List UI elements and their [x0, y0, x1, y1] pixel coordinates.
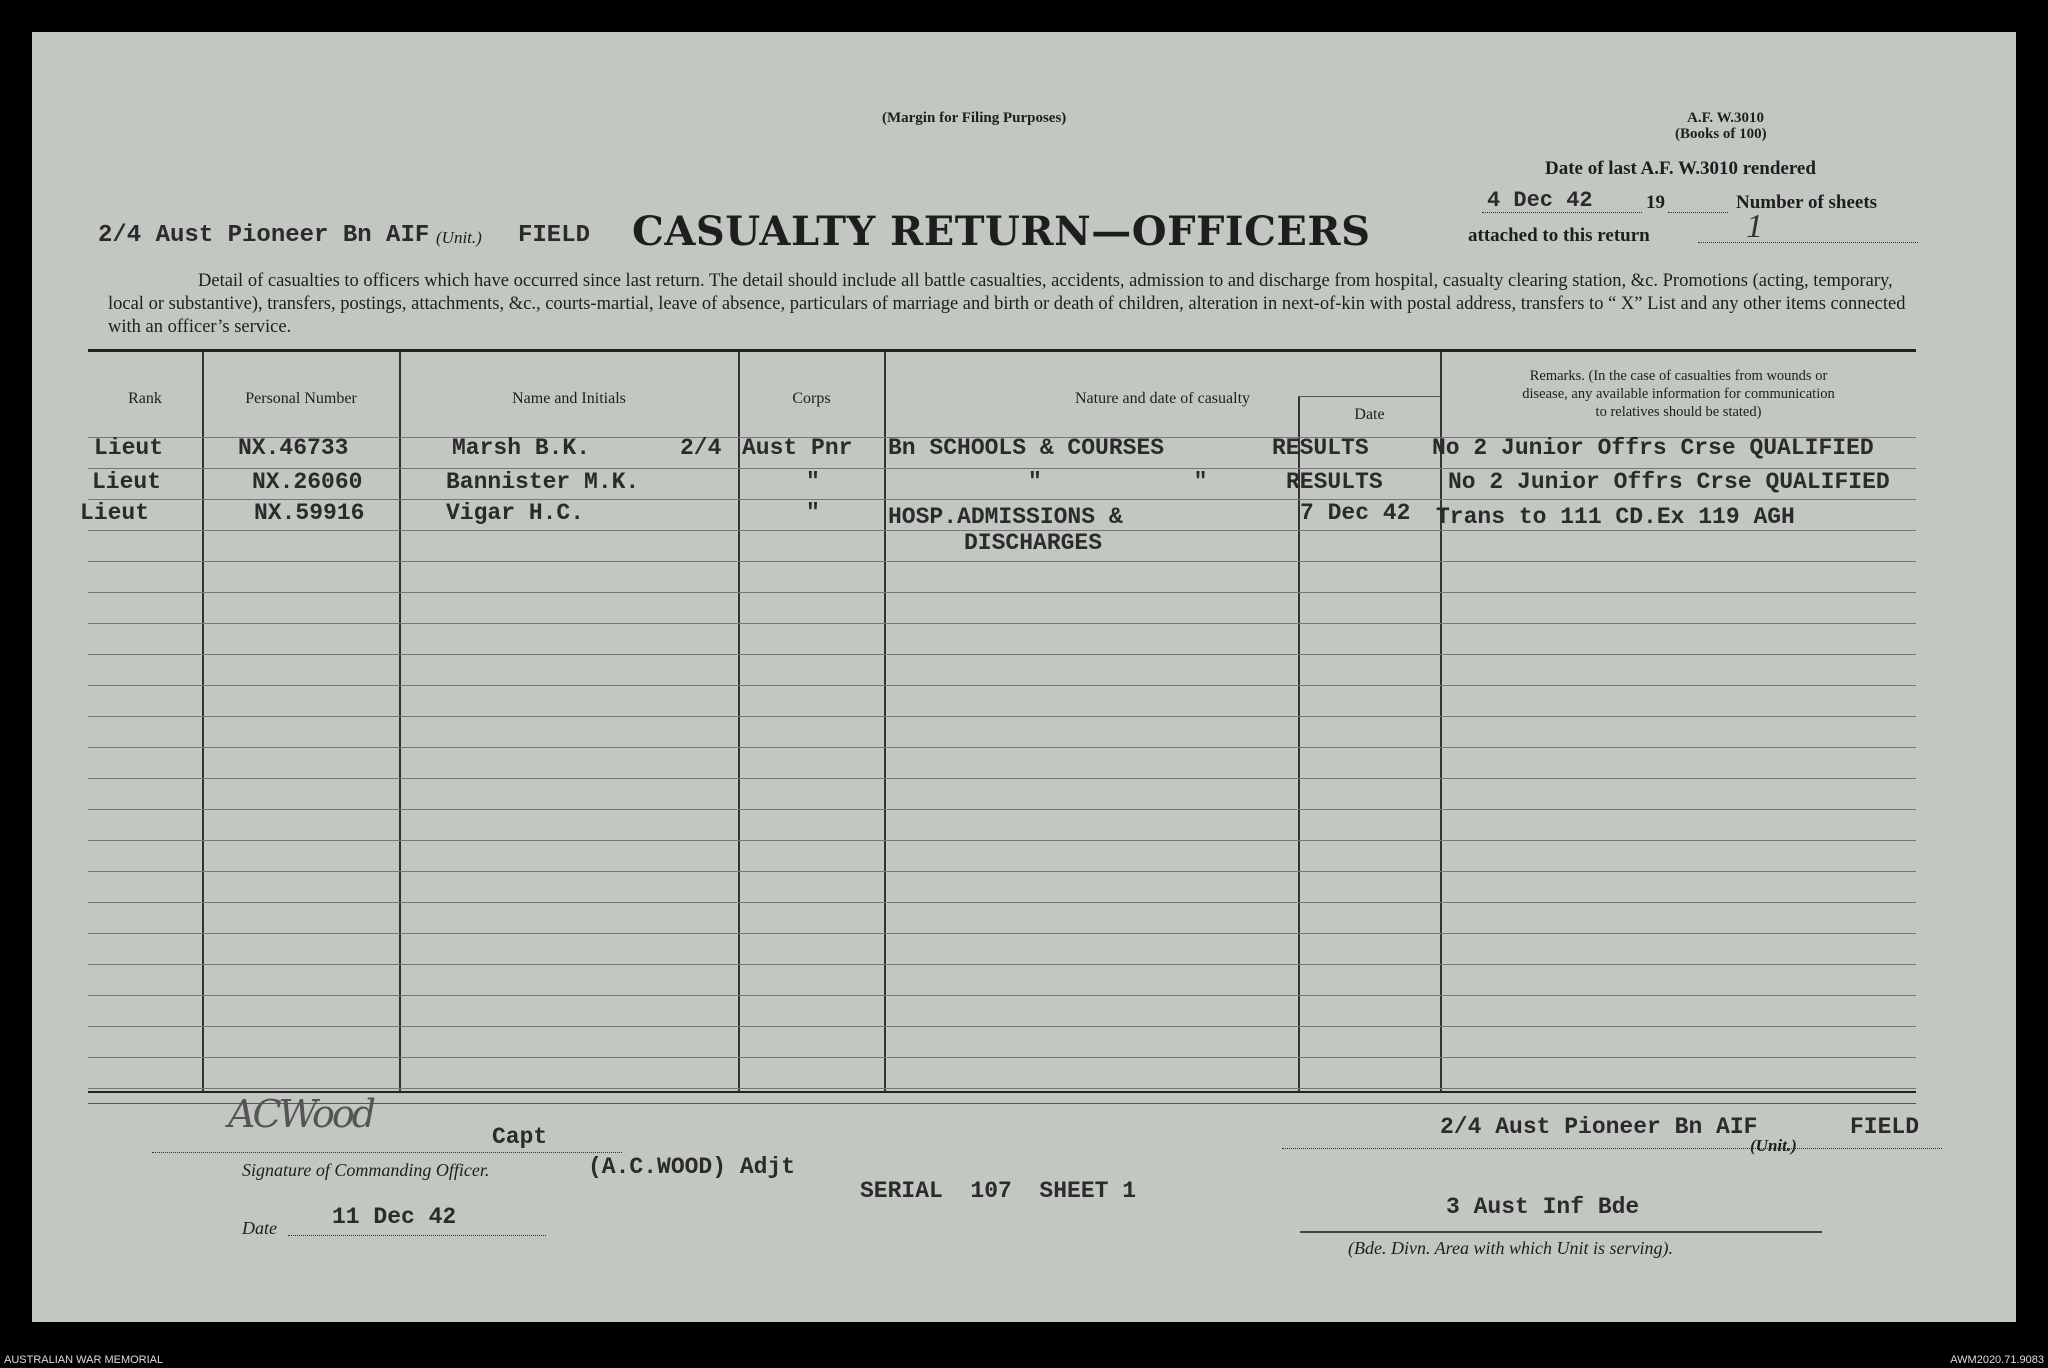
footer-bde-label: (Bde. Divn. Area with which Unit is serving). [1348, 1238, 1673, 1258]
ruled-line [88, 809, 1916, 810]
row-1-remarks: No 2 Junior Offrs Crse QUALIFIED [1432, 435, 1874, 461]
ruled-line [88, 840, 1916, 841]
row-3-nature-2: DISCHARGES [964, 530, 1103, 556]
serial-sheet: SERIAL 107 SHEET 1 [860, 1178, 1137, 1204]
ruled-line [88, 902, 1916, 903]
ruled-line [88, 778, 1916, 779]
row-2-rank: Lieut [92, 469, 162, 495]
document-sheet [32, 32, 2016, 1322]
sheets-label: Number of sheets [1736, 192, 1878, 213]
header-nature: Nature and date of casualty [1074, 390, 1251, 407]
row-3-rank: Lieut [80, 500, 150, 526]
footer-bde: 3 Aust Inf Bde [1446, 1194, 1640, 1220]
unit-label: (Unit.) [436, 228, 482, 247]
row-1-date: RESULTS [1272, 435, 1369, 461]
detail-instructions: Detail of casualties to officers which have occurred since last return. The detail should include all battle casualties, accidents, admission to and discharge from hospital, casualty clearing station, &c. Promotions (acting, temporary, local or substantive), transfers, postings, attachments, &c., courts-martial, leave of absence, particulars of marriage and birth or death of children, alteration in next-of-kin with postal address, transfers to “ X” List and any other items connected with an officer’s service. [108, 271, 1906, 337]
last-rendered-date: 4 Dec 42 [1487, 188, 1593, 213]
row-1-number: NX.46733 [238, 435, 349, 461]
row-3-corps: " [806, 500, 820, 526]
row-3-nature: HOSP.ADMISSIONS & [888, 504, 1123, 530]
ruled-line [88, 592, 1916, 593]
signature-date: 11 Dec 42 [332, 1204, 457, 1230]
footer-field: FIELD [1850, 1114, 1920, 1140]
header-name: Name and Initials [512, 390, 626, 407]
ruled-line [88, 1057, 1916, 1058]
ruled-line [88, 654, 1916, 655]
field-typed: FIELD [518, 222, 591, 249]
ruled-line [88, 1026, 1916, 1027]
row-1-nature: Bn SCHOOLS & COURSES [888, 435, 1165, 461]
signature-label: Signature of Commanding Officer. [242, 1160, 490, 1180]
row-3-name: Vigar H.C. [446, 500, 585, 526]
header-date: Date [1354, 406, 1385, 423]
row-2-date: RESULTS [1286, 469, 1383, 495]
footer-unit-label: (Unit.) [1750, 1136, 1797, 1155]
sheets-count: 1 [1746, 208, 1763, 245]
ruled-line [88, 623, 1916, 624]
ruled-line [88, 964, 1916, 965]
row-2-number: NX.26060 [252, 469, 363, 495]
year-prefix: 19 [1646, 192, 1665, 213]
credit-right: AWM2020.71.9083 [1950, 1354, 2044, 1366]
header-personal-number: Personal Number [245, 390, 357, 407]
table-top-rule [88, 349, 1916, 352]
last-rendered-label: Date of last A.F. W.3010 rendered [1545, 158, 1816, 179]
ruled-line [88, 561, 1916, 562]
ruled-line [88, 871, 1916, 872]
credit-left: AUSTRALIAN WAR MEMORIAL [4, 1354, 164, 1366]
row-1-rank: Lieut [94, 435, 164, 461]
ruled-line [88, 716, 1916, 717]
row-1-corps: Aust Pnr [742, 435, 853, 461]
ruled-line [88, 747, 1916, 748]
form-code: A.F. W.3010 [1687, 110, 1764, 126]
row-3-date: 7 Dec 42 [1300, 500, 1411, 526]
row-2-name: Bannister M.K. [446, 469, 640, 495]
row-3-number: NX.59916 [254, 500, 365, 526]
ruled-line [88, 933, 1916, 934]
row-3-remarks: Trans to 111 CD.Ex 119 AGH [1436, 504, 1795, 530]
header-remarks-1: Remarks. (In the case of casualties from wounds or [1529, 368, 1828, 384]
ruled-line [88, 995, 1916, 996]
row-1-name-suffix: 2/4 [680, 435, 722, 461]
header-corps: Corps [792, 390, 831, 407]
ruled-line [88, 1088, 1916, 1089]
row-2-corps: " [806, 469, 820, 495]
signature-typed-name: (A.C.WOOD) Adjt [588, 1154, 796, 1180]
unit-typed: 2/4 Aust Pioneer Bn AIF [98, 222, 430, 249]
books-note: (Books of 100) [1675, 126, 1767, 142]
attached-label: attached to this return [1468, 225, 1650, 246]
date-label: Date [242, 1218, 277, 1238]
row-2-nature: " " [1028, 469, 1208, 495]
row-1-name: Marsh B.K. [452, 435, 591, 461]
header-remarks-2: disease, any available information for communication [1522, 386, 1835, 402]
handwritten-signature: ACWood [228, 1092, 374, 1136]
header-rank: Rank [128, 390, 162, 407]
signature-rank: Capt [492, 1124, 548, 1150]
header-remarks-3: to relatives should be stated) [1595, 404, 1762, 420]
page-title: CASUALTY RETURN—OFFICERS [632, 208, 1371, 255]
footer-unit: 2/4 Aust Pioneer Bn AIF [1440, 1114, 1758, 1140]
row-2-remarks: No 2 Junior Offrs Crse QUALIFIED [1448, 469, 1890, 495]
ruled-line [88, 685, 1916, 686]
margin-note: (Margin for Filing Purposes) [882, 110, 1067, 126]
